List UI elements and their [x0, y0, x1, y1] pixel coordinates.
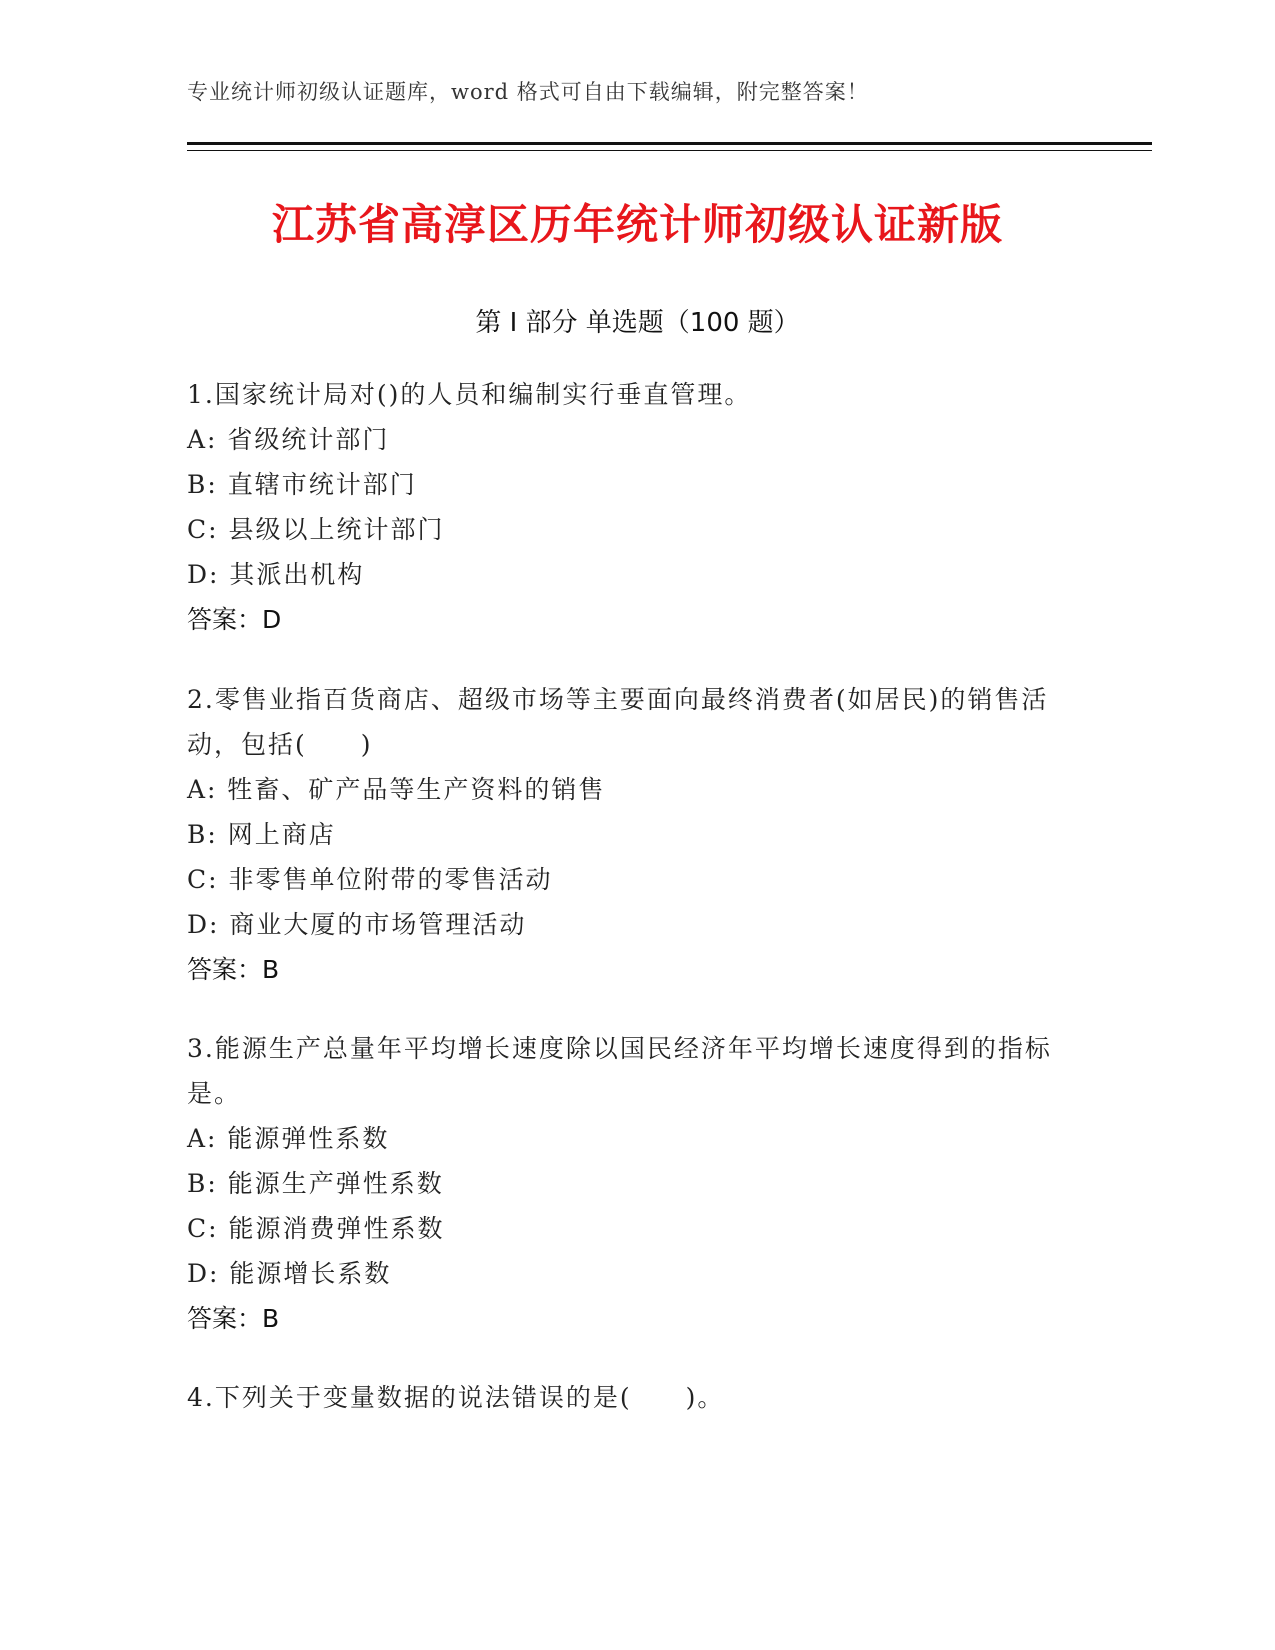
question-stem: 2.零售业指百货商店、超级市场等主要面向最终消费者(如居民)的销售活动，包括( ): [187, 685, 1049, 759]
section-title: 第 I 部分 单选题（100 题）: [475, 308, 800, 338]
option-d: D: 能源增长系数: [187, 1259, 392, 1288]
question-1: [187, 372, 1067, 642]
header-divider: [187, 142, 1152, 145]
option-d: D: 其派出机构: [187, 560, 365, 589]
option-a: A: 省级统计部门: [187, 425, 390, 454]
option-c: C: 能源消费弹性系数: [187, 1214, 445, 1243]
document-title: 江苏省高淳区历年统计师初级认证新版: [271, 200, 1003, 249]
answer-text: 答案：B: [187, 955, 280, 984]
question-stem: 1.国家统计局对()的人员和编制实行垂直管理。: [187, 380, 752, 409]
question-4: [187, 1375, 1067, 1420]
question-2: [187, 677, 1067, 992]
question-stem: 4.下列关于变量数据的说法错误的是( )。: [187, 1383, 725, 1412]
question-3: [187, 1026, 1067, 1341]
question-stem: 3.能源生产总量年平均增长速度除以国民经济年平均增长速度得到的指标是。: [187, 1034, 1052, 1108]
header-note: 专业统计师初级认证题库，word 格式可自由下载编辑，附完整答案！: [187, 80, 869, 104]
option-a: A: 牲畜、矿产品等生产资料的销售: [187, 775, 606, 804]
answer-text: 答案：B: [187, 1304, 280, 1333]
option-b: B: 能源生产弹性系数: [187, 1169, 444, 1198]
option-c: C: 县级以上统计部门: [187, 515, 445, 544]
option-a: A: 能源弹性系数: [187, 1124, 390, 1153]
option-b: B: 网上商店: [187, 820, 336, 849]
header-divider-thin: [187, 150, 1152, 151]
option-c: C: 非零售单位附带的零售活动: [187, 865, 553, 894]
option-d: D: 商业大厦的市场管理活动: [187, 910, 527, 939]
option-b: B: 直辖市统计部门: [187, 470, 417, 499]
answer-text: 答案：D: [187, 605, 282, 634]
